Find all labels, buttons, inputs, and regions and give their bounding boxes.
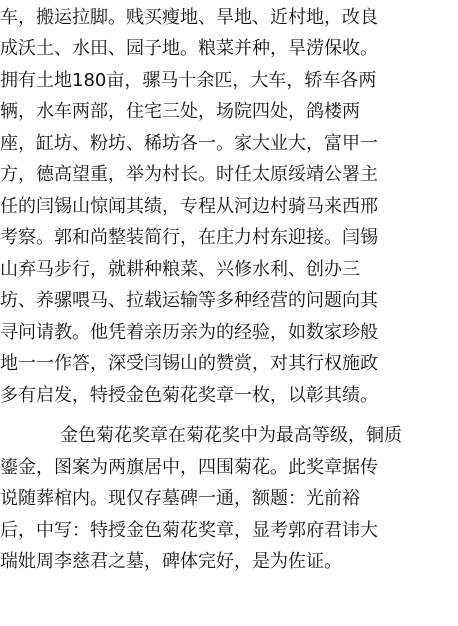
text-line: 多有启发，特授金色菊花奖章一枚，以彰其绩。 <box>0 385 378 406</box>
text-line: 成沃土、水田、园子地。粮菜并种，旱涝保收。 <box>0 38 378 59</box>
text-line: 后，中写：特授金色菊花奖章，显考郭府君讳大 <box>0 520 378 541</box>
text-line: 拥有土地180亩，骡马十余匹，大车，轿车各两 <box>0 70 377 91</box>
text-line: 座，缸坊、粉坊、稀坊各一。家大业大，富甲一 <box>0 133 378 154</box>
text-line: 考察。郭和尚整装简行，在庄力村东迎接。闫锡 <box>0 227 378 248</box>
text-line: 瑞妣周李慈君之墓，碑体完好，是为佐证。 <box>0 551 342 572</box>
text-line: 地一一作答，深受闫锡山的赞赏，对其行权施政 <box>0 353 378 374</box>
text-line: 辆，水车两部，住宅三处，场院四处，鸽楼两 <box>0 101 360 122</box>
text-line: 寻问请教。他凭着亲历亲为的经验，如数家珍般 <box>0 322 378 343</box>
text-line: 车，搬运拉脚。贱买瘦地、旱地、近村地，改良 <box>0 7 378 28</box>
text-line: 任的闫锡山惊闻其绩，专程从河边村骑马来西邢 <box>0 196 378 217</box>
text-line: 方，德高望重，举为村长。时任太原绥靖公署主 <box>0 164 378 185</box>
text-line: 山弃马步行，就耕种粮菜、兴修水利、创办三 <box>0 259 360 280</box>
text-line: 金色菊花奖章在菊花奖中为最高等级，铜质 <box>60 425 402 446</box>
text-line: 鎏金，图案为两旗居中，四围菊花。此奖章据传 <box>0 457 378 478</box>
text-line: 说随葬棺内。现仅存墓碑一通，额题：光前裕 <box>0 488 360 509</box>
text-line: 坊、养骡喂马、拉载运输等多种经营的问题向其 <box>0 290 378 311</box>
